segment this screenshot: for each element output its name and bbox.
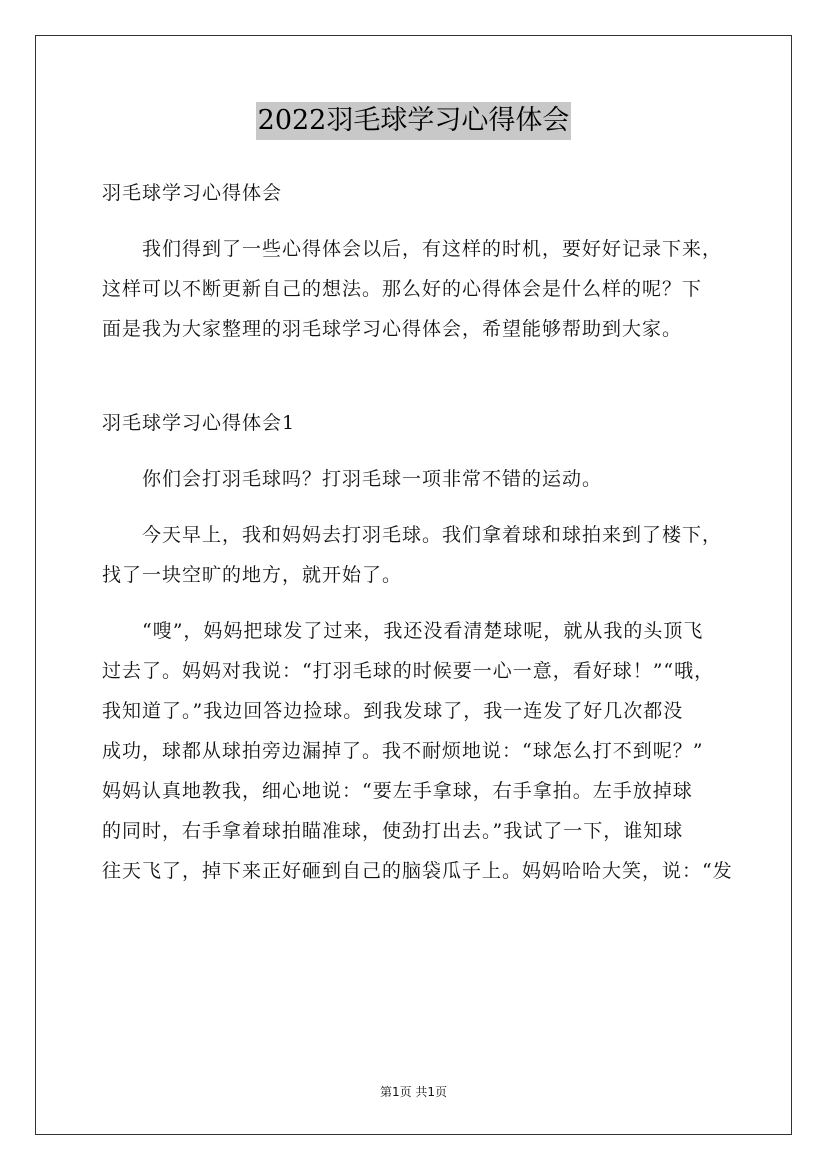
spacer xyxy=(102,349,738,403)
text-line: 过去了。妈妈对我说：“打羽毛球的时候要一心一意，看好球！”“哦， xyxy=(102,660,715,682)
document-body xyxy=(102,173,738,891)
spacer xyxy=(102,595,738,611)
document-title: 2022羽毛球学习心得体会 xyxy=(256,102,572,140)
text-line: 往天飞了，掉下来正好砸到自己的脑袋瓜子上。妈妈哈哈大笑，说：“发 xyxy=(102,860,733,882)
spacer xyxy=(102,213,738,229)
text-line: 面是我为大家整理的羽毛球学习心得体会，希望能够帮助到大家。 xyxy=(102,318,683,340)
text-line: 羽毛球学习心得体会 xyxy=(102,182,283,204)
page-number-footer: 第1页 共1页 xyxy=(379,1085,448,1099)
spacer xyxy=(102,499,738,515)
paragraph xyxy=(102,611,738,891)
title-container xyxy=(0,102,827,140)
text-line: “嗖”，妈妈把球发了过来，我还没看清楚球呢，就从我的头顶飞 xyxy=(102,620,704,642)
section-heading xyxy=(102,403,738,443)
text-line: 我们得到了一些心得体会以后，有这样的时机，要好好记录下来， xyxy=(102,238,723,260)
text-line: 找了一块空旷的地方，就开始了。 xyxy=(102,564,403,586)
paragraph xyxy=(102,229,738,349)
section-heading xyxy=(102,173,738,213)
paragraph xyxy=(102,459,738,499)
text-line: 成功，球都从球拍旁边漏掉了。我不耐烦地说：“球怎么打不到呢？” xyxy=(102,740,704,762)
text-line: 今天早上，我和妈妈去打羽毛球。我们拿着球和球拍来到了楼下， xyxy=(102,524,723,546)
text-line: 你们会打羽毛球吗？打羽毛球一项非常不错的运动。 xyxy=(102,468,603,490)
text-line: 这样可以不断更新自己的想法。那么好的心得体会是什么样的呢？下 xyxy=(102,278,703,300)
text-line: 羽毛球学习心得体会1 xyxy=(102,412,296,434)
text-line: 我知道了。”我边回答边捡球。到我发球了，我一连发了好几次都没 xyxy=(102,700,684,722)
text-line: 的同时，右手拿着球拍瞄准球，使劲打出去。”我试了一下，谁知球 xyxy=(102,820,684,842)
text-line: 妈妈认真地教我，细心地说：“要左手拿球，右手拿拍。左手放掉球 xyxy=(102,780,693,802)
paragraph xyxy=(102,515,738,595)
spacer xyxy=(102,443,738,459)
